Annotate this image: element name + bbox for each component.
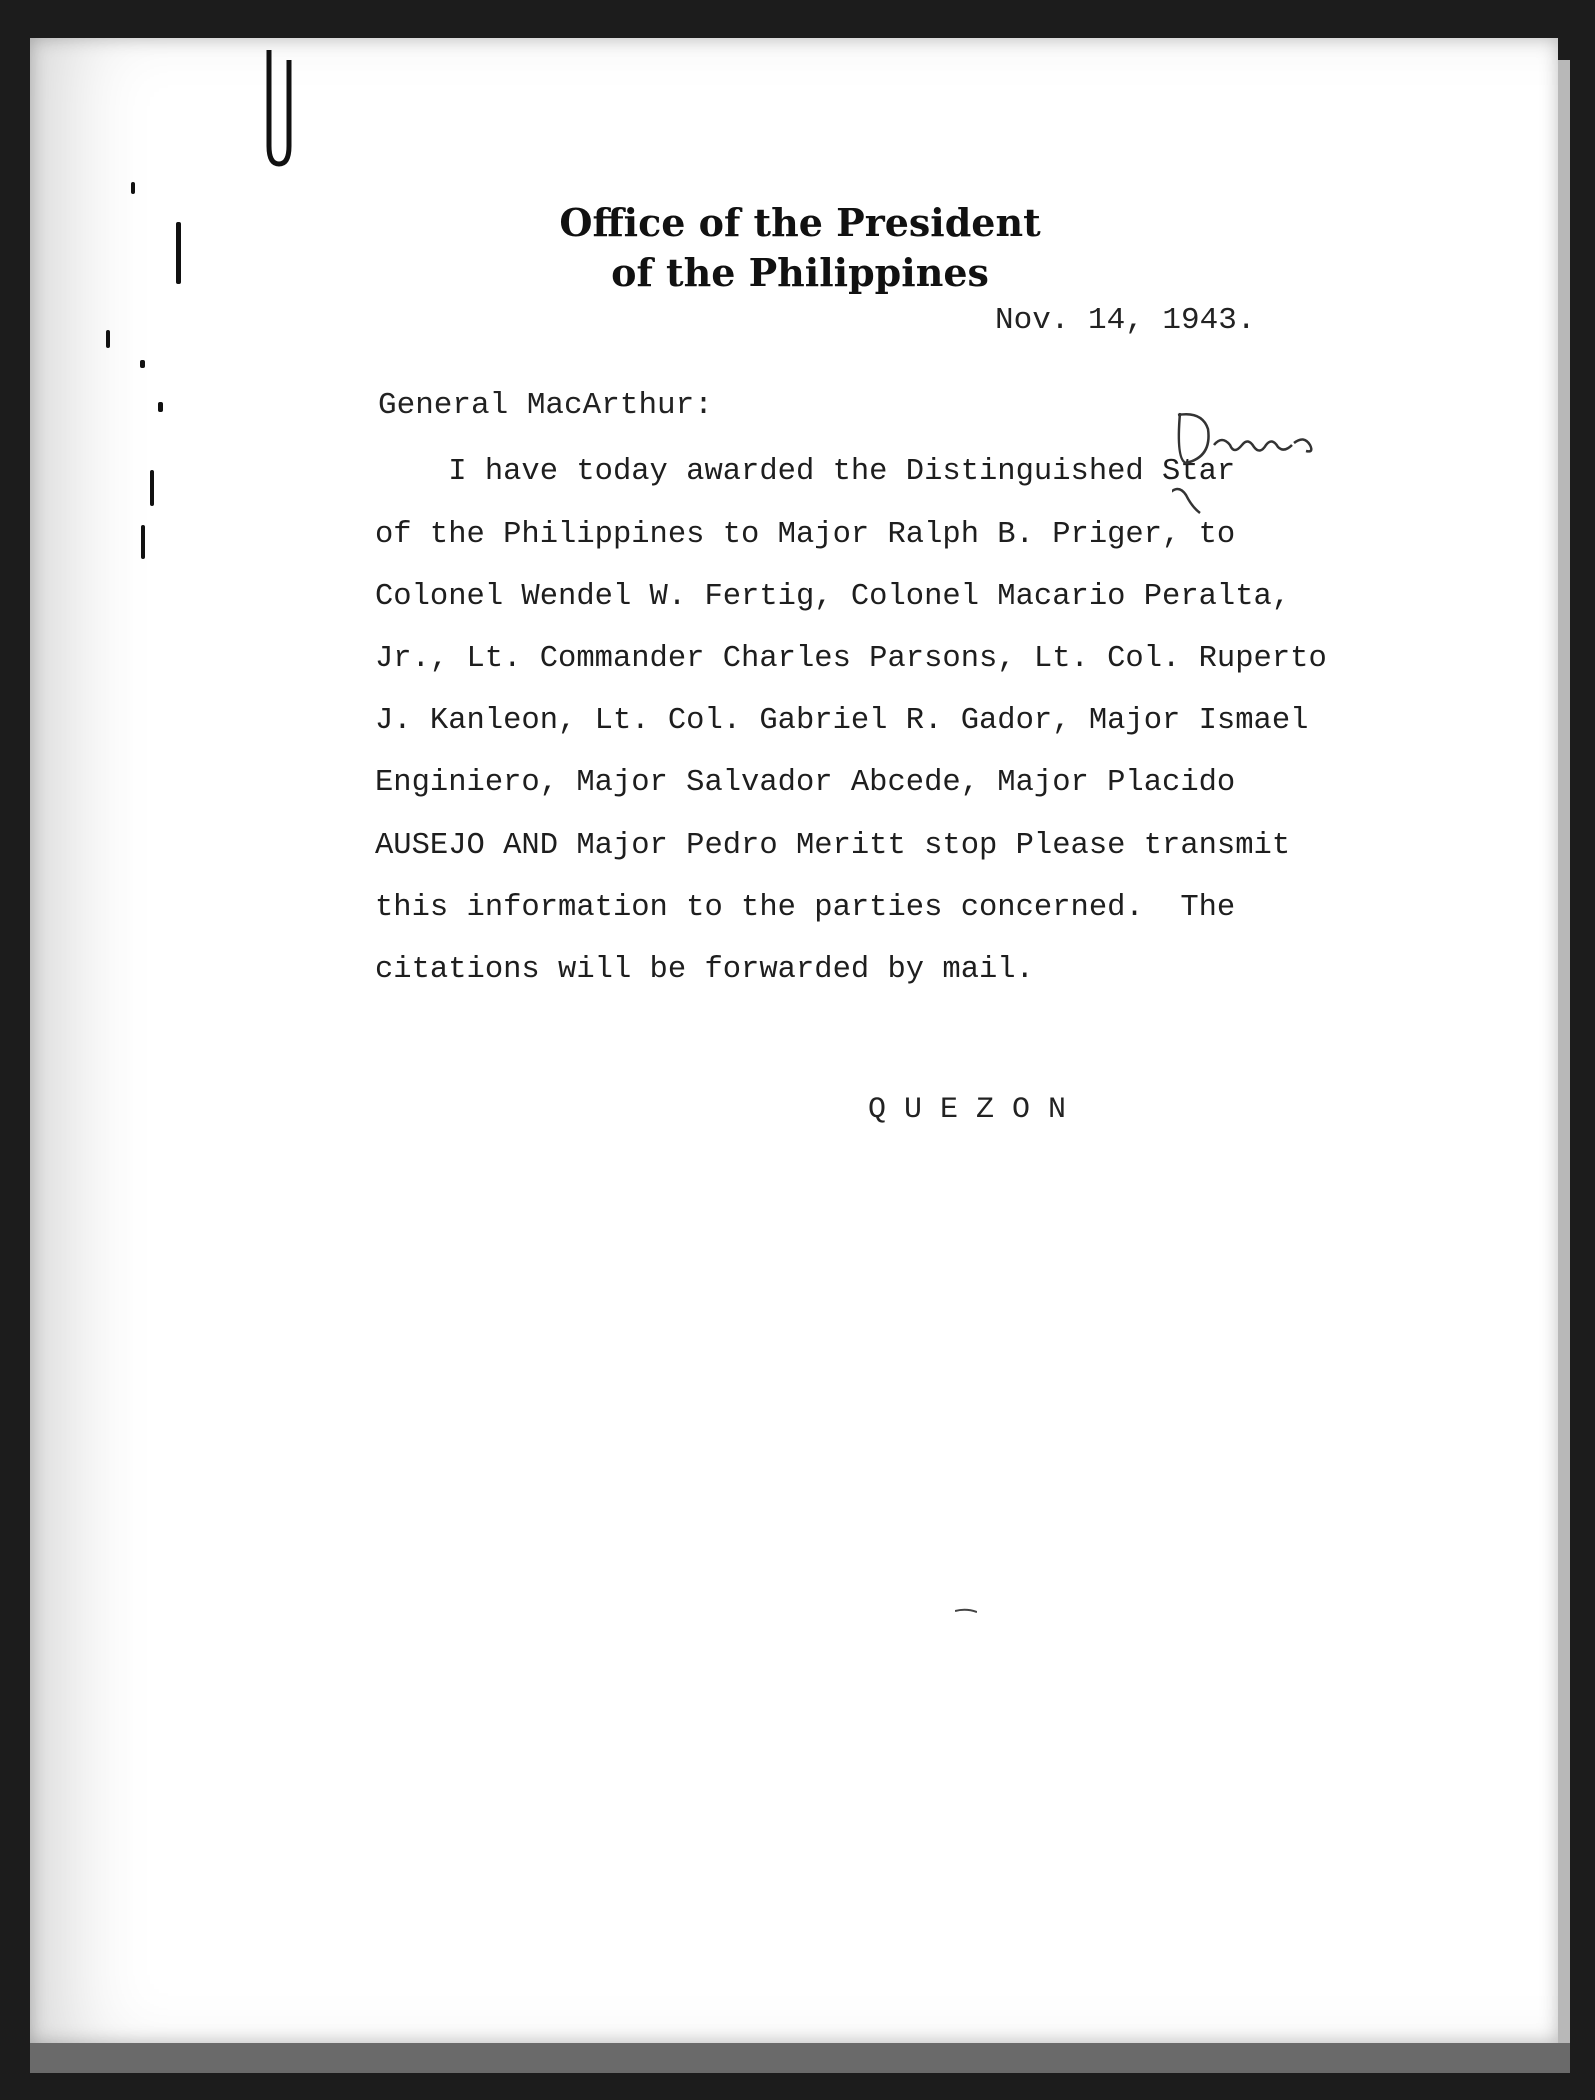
letterhead-line-2: of the Philippines [611,250,989,295]
signature: Q U E Z O N [868,1093,1067,1127]
page-edge-right [1558,60,1570,2045]
body-line: Jr., Lt. Commander Charles Parsons, Lt. Col. Ruperto [375,642,1327,676]
punch-mark [131,182,135,194]
punch-mark [150,470,154,506]
page-edge-bottom [30,2043,1570,2073]
salutation: General MacArthur: [378,388,713,423]
letterhead [540,198,1060,298]
body-line: this information to the parties concerned. The [375,891,1236,925]
body-line: AUSEJO AND Major Pedro Meritt stop Please transmit [375,829,1291,863]
punch-mark [106,330,110,348]
ink-speck [955,1608,977,1614]
body-line: J. Kanleon, Lt. Col. Gabriel R. Gador, Major Ismael [375,704,1309,738]
body-line: Colonel Wendel W. Fertig, Colonel Macario Peralta, [375,580,1291,614]
handwritten-correction [1172,405,1352,515]
punch-mark [140,360,145,368]
body-line: citations will be forwarded by mail. [375,953,1034,987]
letterhead-line-1: Office of the President [559,200,1041,245]
punch-mark [141,525,145,559]
letter-page [30,38,1558,2043]
punch-mark [158,402,163,412]
punch-mark [176,222,181,284]
body-line: I have today awarded the Distinguished Star [375,455,1236,489]
letter-date: Nov. 14, 1943. [995,303,1256,338]
body-line: Enginiero, Major Salvador Abcede, Major Placido [375,766,1236,800]
body-line: of the Philippines to Major Ralph B. Priger, to [375,518,1236,552]
paper-clip-icon [263,50,295,168]
